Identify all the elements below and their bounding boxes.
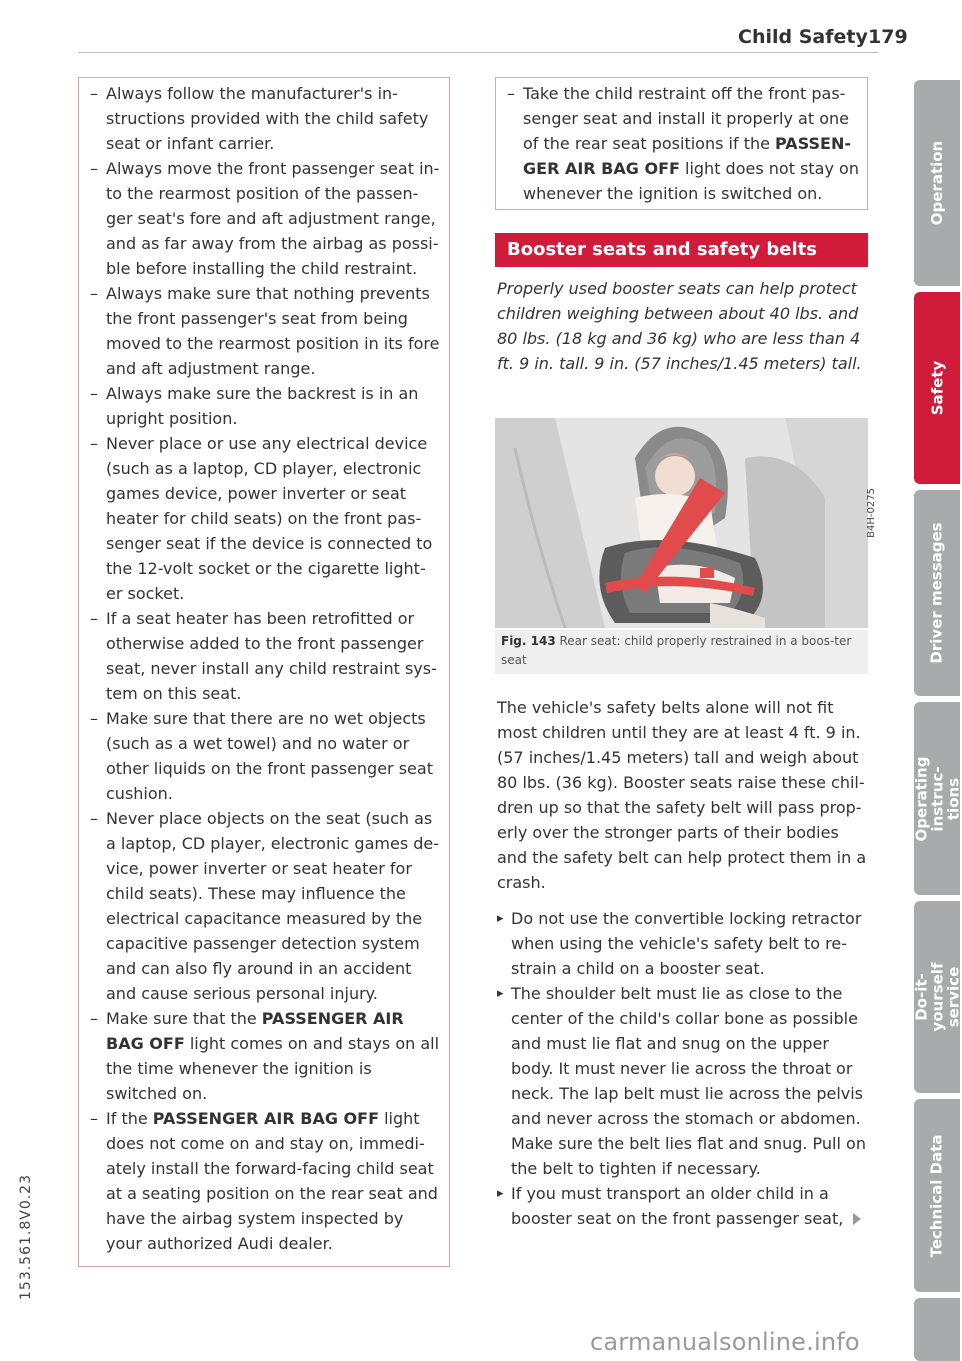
watermark: carmanualsonline.info <box>590 1328 860 1356</box>
list-item: – Make sure that there are no wet objects (such as a wet towel) and no water or other liquids on the front passenger seat cushion. <box>78 706 450 806</box>
body-paragraph: The vehicle's safety belts alone will not fit most children until they are at least 4 ft. 9 in. (57 inches/1.45 meters) tall and weigh about 80 lbs. (36 kg). Booster seats raise these chil-dren up so that the safety belt will pass prop-erly over the stronger parts of their bodies and the safety belt can help protect them in a crash. <box>497 698 867 892</box>
figure-caption-text: Rear seat: child properly restrained in a boos-ter seat <box>501 634 852 667</box>
tab-operating-instructions[interactable]: Operating instruc-tions <box>914 702 960 895</box>
warning-list-left <box>78 81 450 1256</box>
tab-operation[interactable]: Operation <box>914 80 960 286</box>
figure-id-code: B4H-0275 <box>866 488 877 538</box>
instruction-item: ▸ If you must transport an older child in a booster seat on the front passenger seat, <box>497 1181 872 1231</box>
section-intro: Properly used booster seats can help protect children weighing between about 40 lbs. and 80 lbs. (18 kg and 36 kg) who are less than 4 ft. 9 in. tall. 9 in. (57 inches/1.45 meters) tall. <box>497 279 862 373</box>
booster-seat-figure <box>495 418 877 628</box>
page-number: 179 <box>868 26 908 48</box>
list-item: – If a seat heater has been retrofitted or otherwise added to the front passenger seat, never install any child restraint sys-tem on this seat. <box>78 606 450 706</box>
tab-safety[interactable]: Safety <box>914 292 960 484</box>
instruction-item: ▸ The shoulder belt must lie as close to the center of the child's collar bone as possible and must lie flat and snug on the upper body. It must never lie across the throat or neck. The lap belt must lie across the pelvis and never across the stomach or abdomen. Make sure the belt lies flat and snug. Pull on the belt to tighten if necessary. <box>497 981 872 1181</box>
instruction-item: ▸ Do not use the convertible locking retractor when using the vehicle's safety belt to re-strain a child on a booster seat. <box>497 906 872 981</box>
list-item: – Always move the front passenger seat in-to the rearmost position of the passen-ger seat's fore and aft adjustment range, and as far away from the airbag as possi-ble before installing the child restraint. <box>78 156 450 281</box>
booster-seat-illustration <box>495 418 868 628</box>
list-item: – If the PASSENGER AIR BAG OFF light does not come on and stay on, immedi-ately install the forward-facing child seat at a seating position on the rear seat and have the airbag system inspected by your authorized Audi dealer. <box>78 1106 450 1256</box>
list-item: – Always make sure the backrest is in an upright position. <box>78 381 450 431</box>
header-divider <box>78 52 878 53</box>
list-item: – Never place objects on the seat (such as a laptop, CD player, electronic games de-vice, power inverter or seat heater for child seats). These may influence the electrical capacitance measured by the capacitive passenger detection system and can also fly around in an accident and cause serious personal injury. <box>78 806 450 1006</box>
figure-label: Fig. 143 <box>501 634 556 648</box>
figure-caption <box>495 630 868 674</box>
instruction-list <box>497 906 872 1231</box>
list-item: – Always make sure that nothing prevents the front passenger's seat from being moved to the rearmost position in its fore and aft adjustment range. <box>78 281 450 381</box>
tab-driver-messages[interactable]: Driver messages <box>914 490 960 696</box>
warning-list-right <box>495 81 868 206</box>
tab-technical-data[interactable]: Technical Data <box>914 1099 960 1292</box>
tab-index[interactable] <box>914 1298 960 1361</box>
list-item: – Take the child restraint off the front pas-senger seat and install it properly at one of the rear seat positions if the PASSEN-GER AIR BAG OFF light does not stay on whenever the ignition is switched on. <box>495 81 868 206</box>
continue-arrow-icon <box>853 1213 861 1225</box>
page-header-title: Child Safety <box>738 26 868 48</box>
section-heading: Booster seats and safety belts <box>495 233 868 267</box>
document-code: 153.561.8V0.23 <box>18 1174 34 1300</box>
list-item: – Make sure that the PASSENGER AIR BAG OFF light comes on and stays on all the time whenever the ignition is switched on. <box>78 1006 450 1106</box>
tab-do-it-yourself[interactable]: Do-it-yourself service <box>914 901 960 1093</box>
list-item: – Never place or use any electrical device (such as a laptop, CD player, electronic games device, power inverter or seat heater for child seats) on the front pas-senger seat if the device is connected to the 12-volt socket or the cigarette light-er socket. <box>78 431 450 606</box>
list-item: – Always follow the manufacturer's in-structions provided with the child safety seat or infant carrier. <box>78 81 450 156</box>
